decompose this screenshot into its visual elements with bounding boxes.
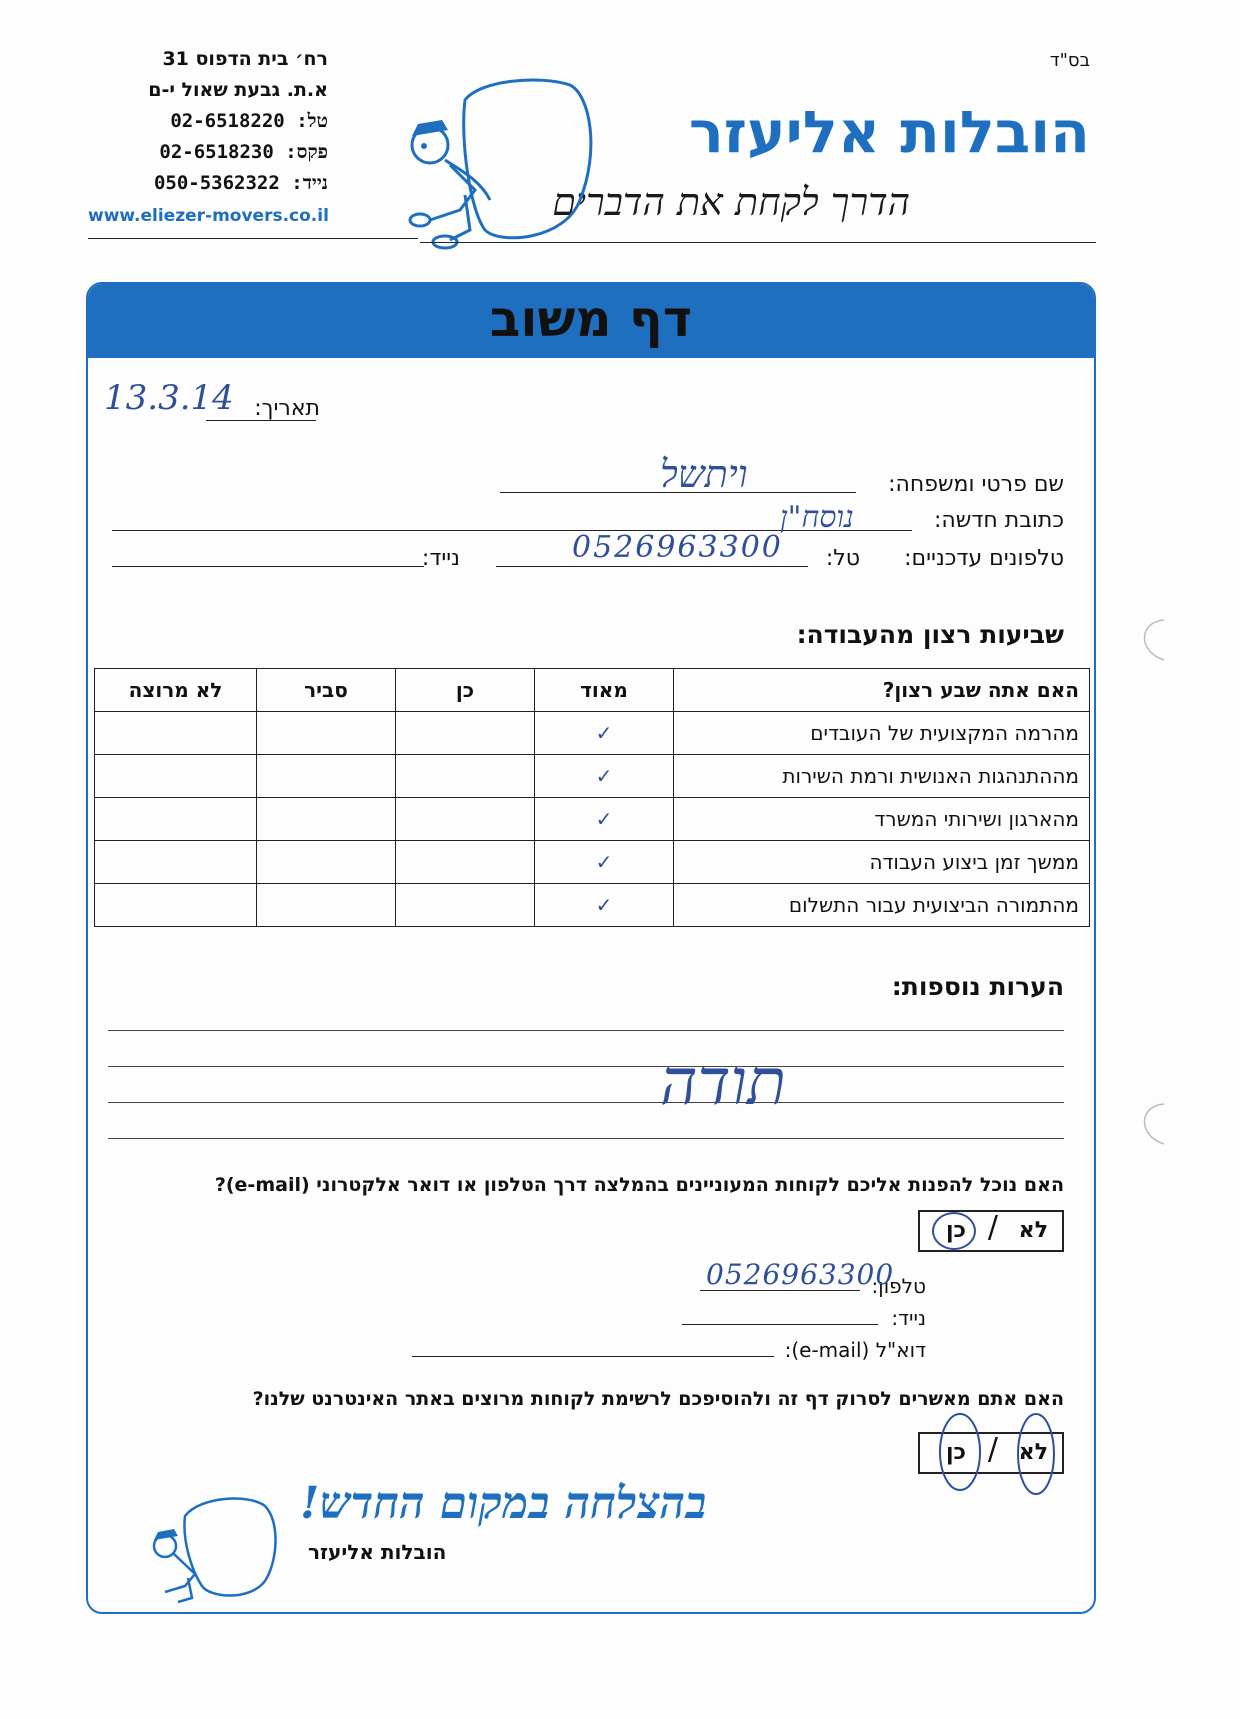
row-question: ממשך זמן ביצוע העבודה bbox=[674, 841, 1090, 884]
col-question: האם אתה שבע רצון? bbox=[674, 669, 1090, 712]
cell-fair[interactable] bbox=[257, 841, 396, 884]
cell-yes[interactable] bbox=[396, 755, 535, 798]
new-address-label: כתובת חדשה: bbox=[933, 508, 1064, 533]
cell-yes[interactable] bbox=[396, 712, 535, 755]
table-row bbox=[95, 755, 1090, 798]
table-header-row bbox=[95, 669, 1090, 712]
cell-not-satisfied[interactable] bbox=[95, 884, 257, 927]
cell-fair[interactable] bbox=[257, 798, 396, 841]
check-very[interactable]: ✓ bbox=[535, 884, 674, 927]
referral-yes-no-box bbox=[918, 1210, 1064, 1252]
referral-mobile-label: נייד: bbox=[891, 1306, 926, 1330]
name-label: שם פרטי ומשפחה: bbox=[888, 472, 1064, 497]
date-line bbox=[206, 420, 316, 421]
referral-phone-label: טלפון: bbox=[871, 1274, 926, 1298]
contact-block bbox=[88, 44, 328, 199]
website-link[interactable]: www.eliezer-movers.co.il bbox=[88, 206, 329, 226]
cell-not-satisfied[interactable] bbox=[95, 755, 257, 798]
notes-line-3[interactable] bbox=[108, 1102, 1064, 1103]
tel-line: טל: 02-6518220 bbox=[170, 110, 328, 132]
notes-heading: הערות נוספות: bbox=[891, 972, 1064, 1001]
fax-line: פקס: 02-6518230 bbox=[159, 141, 328, 163]
row-question: מההתנהגות האנושית ורמת השירות bbox=[674, 755, 1090, 798]
new-address-value[interactable]: נוסח"ן bbox=[780, 500, 854, 535]
referral-no-option[interactable]: לא bbox=[1018, 1218, 1048, 1243]
punch-hole-mark bbox=[1128, 1096, 1168, 1156]
cell-fair[interactable] bbox=[257, 884, 396, 927]
check-very[interactable]: ✓ bbox=[535, 755, 674, 798]
referral-email-label: דוא"ל (e-mail): bbox=[784, 1338, 926, 1362]
col-very: מאוד bbox=[535, 669, 674, 712]
col-yes: כן bbox=[396, 669, 535, 712]
footer-mascot-logo bbox=[140, 1486, 290, 1606]
date-value[interactable]: 13.3.14 bbox=[104, 378, 234, 418]
table-row bbox=[95, 884, 1090, 927]
satisfaction-table bbox=[94, 668, 1090, 927]
row-question: מהרמה המקצועית של העובדים bbox=[674, 712, 1090, 755]
yes-circle-mark bbox=[932, 1212, 976, 1250]
col-not-satisfied: לא מרוצה bbox=[95, 669, 257, 712]
notes-line-4[interactable] bbox=[108, 1138, 1064, 1139]
date-label: תאריך: bbox=[254, 396, 320, 421]
mobile-line: נייד: 050-5362322 bbox=[153, 172, 328, 194]
consent-no-option[interactable]: לא bbox=[1018, 1440, 1048, 1465]
company-slogan: הדרך לקחת את הדברים bbox=[552, 180, 910, 224]
referral-phone-value[interactable]: 0526963300 bbox=[706, 1258, 895, 1291]
consent-yes-option[interactable]: כן bbox=[945, 1440, 966, 1465]
bsd-mark: בס"ד bbox=[1049, 50, 1090, 71]
check-very[interactable]: ✓ bbox=[535, 798, 674, 841]
footer-company-name: הובלות אליעזר bbox=[308, 1540, 447, 1564]
notes-line-2[interactable] bbox=[108, 1066, 1064, 1067]
col-fair: סביר bbox=[257, 669, 396, 712]
row-question: מהתמורה הביצועית עבור התשלום bbox=[674, 884, 1090, 927]
table-row bbox=[95, 798, 1090, 841]
slash-divider: / bbox=[987, 1210, 998, 1245]
address-line-1: רח׳ בית הדפוס 31 bbox=[162, 48, 328, 70]
cell-yes[interactable] bbox=[396, 884, 535, 927]
referral-mobile-line bbox=[682, 1324, 878, 1325]
punch-hole-mark bbox=[1128, 612, 1168, 672]
form-mobile-label: נייד: bbox=[421, 546, 460, 571]
check-very[interactable]: ✓ bbox=[535, 841, 674, 884]
notes-line-1[interactable] bbox=[108, 1030, 1064, 1031]
cell-yes[interactable] bbox=[396, 841, 535, 884]
cell-fair[interactable] bbox=[257, 755, 396, 798]
slash-divider: / bbox=[987, 1432, 998, 1467]
tel-value[interactable]: 0526963300 bbox=[572, 530, 783, 565]
name-value[interactable]: ויתשל bbox=[660, 452, 748, 496]
notes-handwritten[interactable]: תודה bbox=[660, 1046, 786, 1120]
satisfaction-heading: שביעות רצון מהעבודה: bbox=[796, 620, 1064, 649]
form-mobile-line bbox=[112, 566, 424, 567]
cell-not-satisfied[interactable] bbox=[95, 798, 257, 841]
company-title: הובלות אליעזר bbox=[688, 98, 1090, 166]
address-line-2: א.ת. גבעת שאול י-ם bbox=[148, 79, 328, 101]
row-question: מהארגון ושירותי המשרד bbox=[674, 798, 1090, 841]
cell-not-satisfied[interactable] bbox=[95, 841, 257, 884]
referral-email-line bbox=[412, 1356, 774, 1357]
footer-slogan: בהצלחה במקום החדש! bbox=[300, 1478, 707, 1529]
table-row bbox=[95, 712, 1090, 755]
header-divider-left bbox=[88, 238, 418, 239]
consent-question: האם אתם מאשרים לסרוק דף זה ולהוסיפכם לרשימת לקוחות מרוצים באתר האינטרנט שלנו? bbox=[252, 1388, 1064, 1410]
check-very[interactable]: ✓ bbox=[535, 712, 674, 755]
tel-line bbox=[496, 566, 808, 567]
header-divider bbox=[420, 242, 1096, 243]
cell-yes[interactable] bbox=[396, 798, 535, 841]
mover-mascot-logo bbox=[390, 50, 610, 250]
consent-circle-marks bbox=[930, 1412, 1070, 1512]
referral-yes-option[interactable]: כן bbox=[945, 1218, 966, 1243]
cell-not-satisfied[interactable] bbox=[95, 712, 257, 755]
phones-label: טלפונים עדכניים: bbox=[904, 546, 1064, 571]
form-title: דף משוב bbox=[489, 290, 693, 348]
table-row bbox=[95, 841, 1090, 884]
cell-fair[interactable] bbox=[257, 712, 396, 755]
referral-question: האם נוכל להפנות אליכם לקוחות המעוניינים בהמלצה דרך הטלפון או דואר אלקטרוני (e-mail)? bbox=[214, 1174, 1064, 1196]
tel-label: טל: bbox=[825, 546, 860, 571]
